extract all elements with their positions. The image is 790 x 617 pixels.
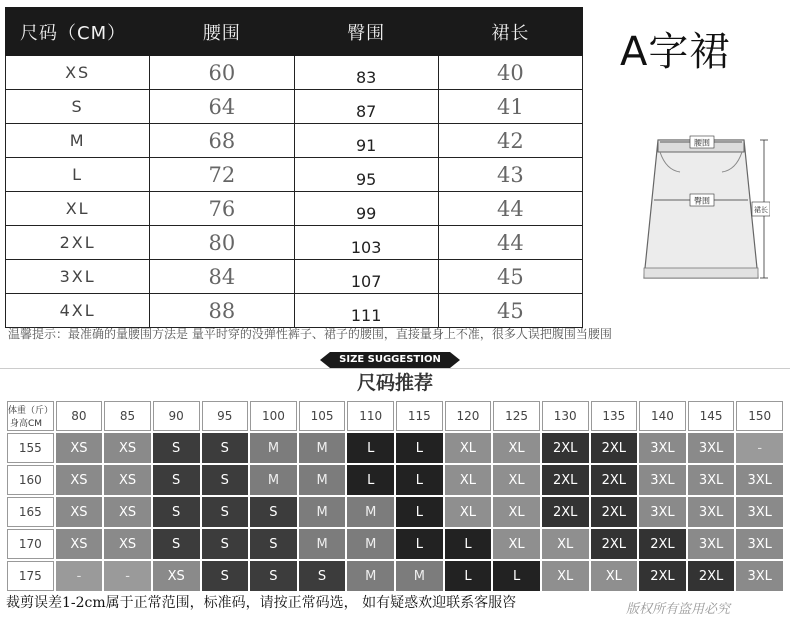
length-cell: 42 xyxy=(438,124,582,158)
size-suggestion-cell: XS xyxy=(56,465,103,495)
height-axis-label: 身高CM xyxy=(10,419,43,429)
size-table xyxy=(5,7,583,328)
header-hip: 臀围 xyxy=(294,8,438,56)
size-suggestion-cell: S xyxy=(250,497,297,527)
size-suggestion-cell: - xyxy=(56,561,103,591)
weight-header-cell: 100 xyxy=(250,401,297,431)
size-suggestion-cell: 3XL xyxy=(736,465,783,495)
length-cell: 40 xyxy=(438,56,582,90)
size-suggestion-cell: 3XL xyxy=(688,497,735,527)
size-suggestion-cell: XL xyxy=(445,433,492,463)
size-suggestion-cell: 2XL xyxy=(542,497,589,527)
waist-cell: 68 xyxy=(150,124,294,158)
size-suggestion-cell: 2XL xyxy=(639,561,686,591)
length-cell: 43 xyxy=(438,158,582,192)
size-row xyxy=(6,124,583,158)
size-suggestion-cell: M xyxy=(250,465,297,495)
size-suggestion-cell: 3XL xyxy=(736,561,783,591)
size-suggestion-cell: L xyxy=(445,529,492,559)
size-suggestion-cell: L xyxy=(396,497,443,527)
waist-cell: 60 xyxy=(150,56,294,90)
hip-cell: 99 xyxy=(294,192,438,226)
height-row xyxy=(7,433,783,463)
waist-cell: 72 xyxy=(150,158,294,192)
size-suggestion-cell: 3XL xyxy=(688,433,735,463)
hip-cell: 107 xyxy=(294,260,438,294)
size-recommendation-title: 尺码推荐 xyxy=(356,372,433,394)
skirt-outline xyxy=(644,140,758,278)
size-suggestion-cell: XL xyxy=(493,497,540,527)
size-table-body xyxy=(6,56,583,328)
weight-header-cell: 80 xyxy=(56,401,103,431)
size-suggestion-cell: L xyxy=(445,561,492,591)
size-suggestion-cell: XS xyxy=(104,529,151,559)
weight-header-cell: 90 xyxy=(153,401,200,431)
size-cell: L xyxy=(6,158,150,192)
height-cell: 160 xyxy=(7,465,54,495)
size-suggestion-cell: S xyxy=(299,561,346,591)
size-suggestion-cell: XL xyxy=(493,465,540,495)
recommendation-body xyxy=(7,433,783,591)
size-suggestion-cell: XL xyxy=(445,465,492,495)
weight-header-cell: 85 xyxy=(104,401,151,431)
footnote: 裁剪误差1-2cm属于正常范围，标准码，请按正常码选， 如有疑惑欢迎联系客服咨 xyxy=(6,595,517,611)
waist-cell: 80 xyxy=(150,226,294,260)
size-suggestion-cell: S xyxy=(202,561,249,591)
size-suggestion-cell: 3XL xyxy=(639,497,686,527)
size-suggestion-cell: S xyxy=(202,465,249,495)
height-cell: 165 xyxy=(7,497,54,527)
size-suggestion-cell: XL xyxy=(591,561,638,591)
length-cell: 44 xyxy=(438,226,582,260)
size-suggestion-cell: L xyxy=(396,465,443,495)
size-row xyxy=(6,226,583,260)
height-cell: 155 xyxy=(7,433,54,463)
size-suggestion-cell: XS xyxy=(104,433,151,463)
size-suggestion-cell: 2XL xyxy=(591,529,638,559)
size-row xyxy=(6,56,583,90)
size-row xyxy=(6,260,583,294)
length-cell: 45 xyxy=(438,260,582,294)
hip-cell: 103 xyxy=(294,226,438,260)
size-suggestion-cell: XL xyxy=(493,529,540,559)
height-row xyxy=(7,561,783,591)
size-suggestion-cell: XS xyxy=(56,497,103,527)
size-cell: XS xyxy=(6,56,150,90)
size-suggestion-cell: L xyxy=(396,529,443,559)
size-suggestion-cell: M xyxy=(299,465,346,495)
size-suggestion-cell: XS xyxy=(56,433,103,463)
size-row xyxy=(6,90,583,124)
size-suggestion-cell: 3XL xyxy=(688,465,735,495)
weight-header-cell: 130 xyxy=(542,401,589,431)
length-cell: 44 xyxy=(438,192,582,226)
size-suggestion-cell: S xyxy=(153,529,200,559)
size-suggestion-cell: - xyxy=(736,433,783,463)
size-row xyxy=(6,294,583,328)
weight-header-cell: 145 xyxy=(688,401,735,431)
weight-header-cell: 125 xyxy=(493,401,540,431)
size-suggestion-cell: M xyxy=(347,529,394,559)
size-recommendation-table xyxy=(5,399,785,593)
size-suggestion-cell: 3XL xyxy=(639,433,686,463)
height-cell: 175 xyxy=(7,561,54,591)
height-cell: 170 xyxy=(7,529,54,559)
size-cell: 2XL xyxy=(6,226,150,260)
size-suggestion-cell: M xyxy=(250,433,297,463)
weight-header-cell: 115 xyxy=(396,401,443,431)
size-suggestion-cell: 3XL xyxy=(736,529,783,559)
size-suggestion-cell: 2XL xyxy=(591,465,638,495)
length-cell: 45 xyxy=(438,294,582,328)
weight-header-row xyxy=(7,401,783,431)
size-suggestion-cell: S xyxy=(202,529,249,559)
size-cell: S xyxy=(6,90,150,124)
size-suggestion-cell: 2XL xyxy=(688,561,735,591)
weight-header-cell: 95 xyxy=(202,401,249,431)
size-cell: M xyxy=(6,124,150,158)
size-suggestion-cell: XL xyxy=(445,497,492,527)
size-cell: XL xyxy=(6,192,150,226)
height-row xyxy=(7,497,783,527)
waist-label: 腰围 xyxy=(694,138,710,148)
skirt-style-title: A字裙 xyxy=(620,29,731,75)
hip-cell: 111 xyxy=(294,294,438,328)
size-suggestion-cell: 3XL xyxy=(688,529,735,559)
size-row xyxy=(6,192,583,226)
weight-header-cell: 150 xyxy=(736,401,783,431)
size-suggestion-cell: S xyxy=(250,561,297,591)
hip-label: 臀围 xyxy=(694,196,710,206)
waist-cell: 76 xyxy=(150,192,294,226)
size-suggestion-cell: S xyxy=(202,497,249,527)
size-suggestion-cell: S xyxy=(250,529,297,559)
measurement-tip: 温馨提示：最准确的量腰围方法是 量平时穿的没弹性裤子、裙子的腰围，直接量身上不准，很多人误把腹围当腰围 xyxy=(8,327,612,341)
hip-cell: 83 xyxy=(294,56,438,90)
size-suggestion-cell: 3XL xyxy=(639,465,686,495)
header-size: 尺码（CM） xyxy=(6,8,150,56)
size-suggestion-cell: M xyxy=(396,561,443,591)
size-suggestion-cell: 3XL xyxy=(736,497,783,527)
waist-cell: 64 xyxy=(150,90,294,124)
length-label: 裙长 xyxy=(754,206,768,214)
size-suggestion-cell: M xyxy=(347,561,394,591)
size-suggestion-cell: XS xyxy=(104,497,151,527)
skirt-diagram xyxy=(640,130,770,290)
size-suggestion-cell: 2XL xyxy=(542,465,589,495)
size-cell: 4XL xyxy=(6,294,150,328)
size-suggestion-cell: L xyxy=(347,433,394,463)
size-suggestion-banner: SIZE SUGGESTION xyxy=(330,352,450,368)
size-suggestion-cell: XS xyxy=(56,529,103,559)
size-suggestion-cell: XL xyxy=(493,433,540,463)
size-suggestion-cell: M xyxy=(347,497,394,527)
size-suggestion-cell: L xyxy=(347,465,394,495)
height-row xyxy=(7,529,783,559)
watermark: 版权所有盗用必究 xyxy=(626,602,731,617)
size-suggestion-cell: S xyxy=(153,433,200,463)
waist-cell: 84 xyxy=(150,260,294,294)
weight-axis-label: 体重（斤） xyxy=(8,406,54,416)
size-suggestion-cell: 2XL xyxy=(542,433,589,463)
height-row xyxy=(7,465,783,495)
hip-cell: 87 xyxy=(294,90,438,124)
size-suggestion-cell: 2XL xyxy=(591,433,638,463)
size-suggestion-cell: XL xyxy=(542,529,589,559)
size-suggestion-cell: 2XL xyxy=(639,529,686,559)
size-suggestion-cell: S xyxy=(153,465,200,495)
size-suggestion-cell: S xyxy=(153,497,200,527)
corner-cell xyxy=(7,401,54,431)
size-row xyxy=(6,158,583,192)
size-suggestion-cell: XS xyxy=(104,465,151,495)
size-suggestion-cell: L xyxy=(396,433,443,463)
size-suggestion-cell: M xyxy=(299,497,346,527)
size-suggestion-cell: XL xyxy=(542,561,589,591)
hip-cell: 95 xyxy=(294,158,438,192)
weight-header-cell: 135 xyxy=(591,401,638,431)
weight-header-cell: 140 xyxy=(639,401,686,431)
size-suggestion-cell: M xyxy=(299,433,346,463)
skirt-hem xyxy=(644,268,758,278)
size-table-header xyxy=(6,8,583,56)
size-suggestion-cell: S xyxy=(202,433,249,463)
size-suggestion-cell: M xyxy=(299,529,346,559)
size-suggestion-cell: L xyxy=(493,561,540,591)
size-suggestion-cell: XS xyxy=(153,561,200,591)
weight-header-cell: 120 xyxy=(445,401,492,431)
weight-header-cell: 105 xyxy=(299,401,346,431)
size-suggestion-cell: 2XL xyxy=(591,497,638,527)
header-length: 裙长 xyxy=(438,8,582,56)
hip-cell: 91 xyxy=(294,124,438,158)
weight-header-cell: 110 xyxy=(347,401,394,431)
size-cell: 3XL xyxy=(6,260,150,294)
header-waist: 腰围 xyxy=(150,8,294,56)
size-suggestion-cell: - xyxy=(104,561,151,591)
waist-cell: 88 xyxy=(150,294,294,328)
length-cell: 41 xyxy=(438,90,582,124)
